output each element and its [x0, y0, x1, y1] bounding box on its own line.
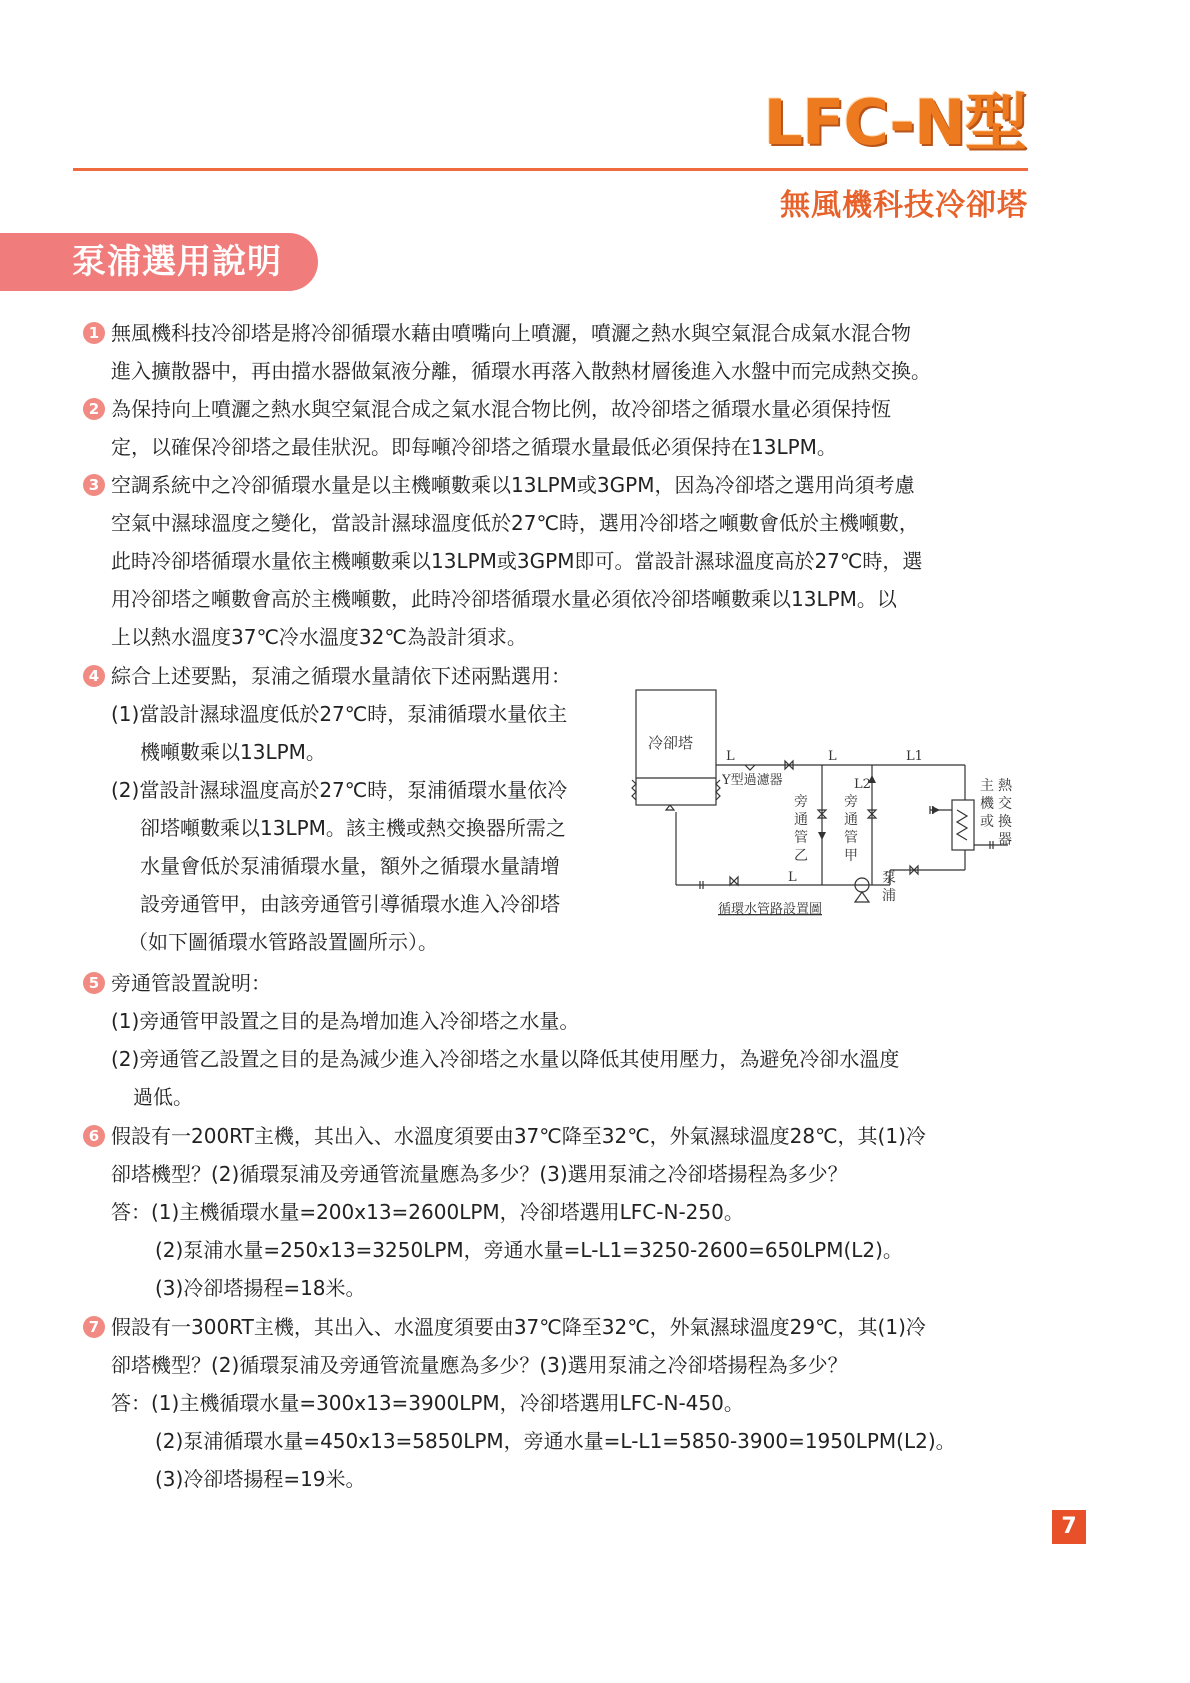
body-line: 設旁通管甲，由該旁通管引導循環水進入冷卻塔 — [140, 892, 560, 916]
label-exchanger-3: 換 — [998, 814, 1012, 830]
item-marker-5: 5 — [83, 972, 105, 994]
body-line: （如下圖循環水管路設置圖所示）。 — [128, 930, 438, 954]
label-exchanger-4: 器 — [998, 832, 1012, 848]
body-line: (2)泵浦水量=250x13=3250LPM，旁通水量=L-L1=3250-2600=650LPM(L2)。 — [155, 1238, 903, 1262]
body-line: 進入擴散器中，再由擋水器做氣液分離，循環水再落入散熱材層後進入水盤中而完成熱交換。 — [111, 359, 931, 383]
label-pump-1: 泵 — [882, 870, 896, 886]
label-L-c: L — [788, 870, 797, 885]
section-title: 泵浦選用說明 — [72, 242, 282, 282]
label-bypass-a-2: 通 — [844, 812, 858, 828]
body-line: 水量會低於泵浦循環水量，額外之循環水量請增 — [140, 854, 560, 878]
body-line: 卻塔機型？(2)循環泵浦及旁通管流量應為多少？(3)選用泵浦之冷卻塔揚程為多少？ — [111, 1353, 848, 1377]
label-bypass-a-1: 旁 — [844, 794, 858, 810]
label-L-a: L — [726, 749, 735, 764]
body-line: 上以熱水溫度37℃冷水溫度32℃為設計須求。 — [111, 625, 527, 649]
item-marker-4: 4 — [83, 665, 105, 687]
body-line: 為保持向上噴灑之熱水與空氣混合成之氣水混合物比例，故冷卻塔之循環水量必須保持恆 — [111, 397, 891, 421]
label-chiller-1: 主 — [980, 778, 994, 794]
label-pump-2: 浦 — [882, 888, 896, 904]
page-number: 7 — [1052, 1510, 1086, 1544]
label-L1: L1 — [906, 749, 923, 764]
body-line: 假設有一200RT主機，其出入、水溫度須要由37℃降至32℃，外氣濕球溫度28℃，其(1)冷 — [111, 1124, 926, 1148]
item-marker-6: 6 — [83, 1125, 105, 1147]
body-line: 用冷卻塔之噸數會高於主機噸數，此時冷卻塔循環水量必須依冷卻塔噸數乘以13LPM。以 — [111, 587, 897, 611]
label-chiller-3: 或 — [980, 814, 994, 830]
item-marker-3: 3 — [83, 474, 105, 496]
product-logo: LFC-N型 — [763, 86, 1026, 159]
body-line: 機噸數乘以13LPM。 — [140, 740, 326, 764]
body-line: 此時冷卻塔循環水量依主機噸數乘以13LPM或3GPM即可。當設計濕球溫度高於27℃時，選 — [111, 549, 923, 573]
diagram-caption: 循環水管路設置圖 — [718, 902, 823, 917]
label-bypass-b-4: 乙 — [794, 848, 808, 864]
product-subtitle: 無風機科技冷卻塔 — [780, 188, 1028, 223]
body-line: 卻塔噸數乘以13LPM。該主機或熱交換器所需之 — [140, 816, 566, 840]
body-line: 假設有一300RT主機，其出入、水溫度須要由37℃降至32℃，外氣濕球溫度29℃，其(1)冷 — [111, 1315, 926, 1339]
body-line: 卻塔機型？(2)循環泵浦及旁通管流量應為多少？(3)選用泵浦之冷卻塔揚程為多少？ — [111, 1162, 848, 1186]
body-line: 答：(1)主機循環水量=200x13=2600LPM，冷卻塔選用LFC-N-250。 — [111, 1200, 744, 1224]
label-cooling-tower: 冷卻塔 — [648, 734, 694, 752]
item-marker-7: 7 — [83, 1316, 105, 1338]
body-line: 過低。 — [133, 1085, 193, 1109]
label-bypass-a-4: 甲 — [844, 848, 858, 864]
body-line: 空調系統中之冷卻循環水量是以主機噸數乘以13LPM或3GPM，因為冷卻塔之選用尚須考慮 — [111, 473, 915, 497]
label-exchanger-1: 熱 — [998, 778, 1012, 794]
label-exchanger-2: 交 — [998, 796, 1012, 812]
body-line: (3)冷卻塔揚程=19米。 — [155, 1467, 366, 1491]
body-line: (1)旁通管甲設置之目的是為增加進入冷卻塔之水量。 — [111, 1009, 580, 1033]
body-line: (2)旁通管乙設置之目的是為減少進入冷卻塔之水量以降低其使用壓力，為避免冷卻水溫度 — [111, 1047, 900, 1071]
label-y-filter: Y型過濾器 — [722, 773, 783, 788]
label-chiller-2: 機 — [980, 796, 994, 812]
body-line: 無風機科技冷卻塔是將冷卻循環水藉由噴嘴向上噴灑，噴灑之熱水與空氣混合成氣水混合物 — [111, 321, 911, 345]
header-rule — [73, 168, 1028, 171]
body-line: 答：(1)主機循環水量=300x13=3900LPM，冷卻塔選用LFC-N-450。 — [111, 1391, 744, 1415]
label-bypass-b-1: 旁 — [794, 794, 808, 810]
label-bypass-b-2: 通 — [794, 812, 808, 828]
body-line: 旁通管設置說明： — [111, 971, 271, 995]
body-line: 綜合上述要點，泵浦之循環水量請依下述兩點選用： — [111, 664, 571, 688]
body-line: (2)當設計濕球溫度高於27℃時，泵浦循環水量依冷 — [111, 778, 568, 802]
body-line: (1)當設計濕球溫度低於27℃時，泵浦循環水量依主 — [111, 702, 568, 726]
water-piping-diagram — [630, 680, 1020, 925]
item-marker-2: 2 — [83, 398, 105, 420]
body-line: (3)冷卻塔揚程=18米。 — [155, 1276, 366, 1300]
item-marker-1: 1 — [83, 322, 105, 344]
label-L-b: L — [828, 749, 837, 764]
body-line: 定，以確保冷卻塔之最佳狀況。即每噸冷卻塔之循環水量最低必須保持在13LPM。 — [111, 435, 837, 459]
label-bypass-a-3: 管 — [844, 830, 858, 846]
label-bypass-b-3: 管 — [794, 830, 808, 846]
body-line: 空氣中濕球溫度之變化，當設計濕球溫度低於27℃時，選用冷卻塔之噸數會低於主機噸數， — [111, 511, 919, 535]
body-line: (2)泵浦循環水量=450x13=5850LPM，旁通水量=L-L1=5850-3900=1950LPM(L2)。 — [155, 1429, 956, 1453]
label-L2: L2 — [854, 777, 871, 792]
